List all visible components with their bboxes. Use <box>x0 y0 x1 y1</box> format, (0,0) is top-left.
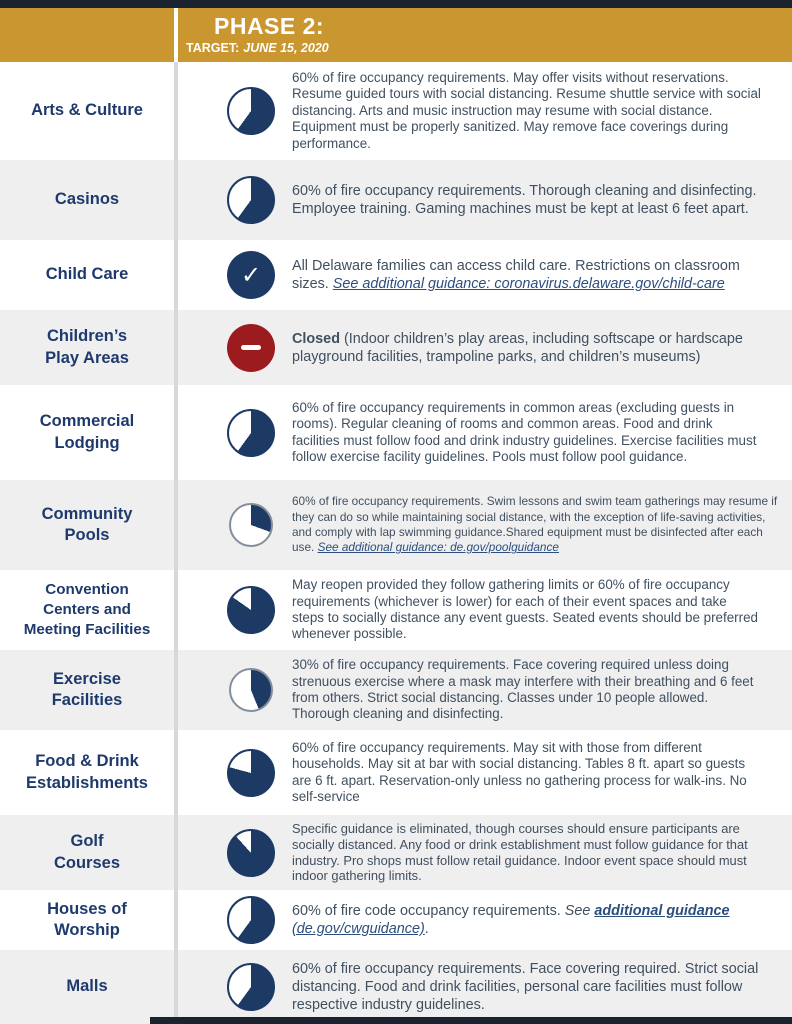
status-icon-cell <box>178 240 290 310</box>
target-date: JUNE 15, 2020 <box>243 40 329 55</box>
row-child-care <box>0 240 792 310</box>
guidance-text-segment: 60% of fire occupancy requirements. Thorough cleaning and disinfecting. Employee training. Gaming machines must be kept at least 6 feet apart. <box>292 183 757 217</box>
pie-60-percent-icon <box>227 87 275 135</box>
status-icon-cell <box>178 62 290 160</box>
category-label: Golf Courses <box>53 832 121 872</box>
guidance-link[interactable]: See additional guidance: coronavirus.delaware.gov/child-care <box>332 276 725 292</box>
status-icon-cell <box>178 890 290 950</box>
guidance-text <box>290 815 792 890</box>
pie-88-percent-icon <box>227 829 275 877</box>
status-icon-cell <box>178 160 290 240</box>
category-label: Commercial Lodging <box>39 412 135 452</box>
category-label: Food & Drink Establishments <box>26 752 148 792</box>
no-entry-icon <box>227 324 275 372</box>
row-casinos <box>0 160 792 240</box>
guidance-text <box>290 890 792 950</box>
guidance-text <box>290 480 792 570</box>
header-content <box>178 8 792 62</box>
phase-title: PHASE 2: <box>214 13 325 40</box>
top-navy-strip <box>0 0 792 8</box>
guidance-text <box>290 240 792 310</box>
status-icon-cell <box>178 815 290 890</box>
pie-60-percent-icon <box>227 176 275 224</box>
category-label: Exercise Facilities <box>51 669 123 709</box>
row-golf-courses <box>0 815 792 890</box>
status-icon-cell <box>178 570 290 650</box>
category-label: Casinos <box>54 190 120 209</box>
guidance-link[interactable]: See additional guidance: de.gov/poolguidance <box>317 540 559 555</box>
category-label: Convention Centers and Meeting Facilities <box>23 581 151 638</box>
row-malls <box>0 950 792 1024</box>
status-icon-cell <box>178 385 290 480</box>
target-label: TARGET: <box>186 40 240 55</box>
row-arts-culture <box>0 62 792 160</box>
category-label: Child Care <box>45 265 129 284</box>
minus-bar <box>241 345 261 350</box>
guidance-text <box>290 62 792 160</box>
category-label: Community Pools <box>41 504 133 544</box>
bottom-navy-strip <box>150 1017 792 1024</box>
guidance-text-segment: All Delaware families can access child care. Restrictions on classroom sizes. <box>292 258 740 292</box>
row-children-s-play-areas <box>0 310 792 385</box>
guidance-text <box>290 650 792 730</box>
pie-60-percent-icon <box>227 896 275 944</box>
phase-header <box>0 8 792 62</box>
status-icon-cell <box>178 730 290 815</box>
guidance-text-segment: 60% of fire occupancy requirements. May sit with those from different households. May sit at bar with social distancing. Tables 8 ft. apart so guests are 6 ft. apart. Reservation-only unless no gathering process for walk-ins. No self-service <box>292 739 747 804</box>
pie-75-percent-icon <box>227 749 275 797</box>
guidance-link[interactable]: additional guidance <box>594 903 730 919</box>
guidance-text-segment: 60% of fire occupancy requirements. May offer visits without reservations. Resume guided tours with social distancing. Resume shuttle service with social distancing. Arts and music instruction may resume with social distance. Equipment must be properly sanitized. May remove face coverings during performance. <box>292 70 761 151</box>
category-label: Houses of Worship <box>47 899 127 939</box>
check-icon: ✓ <box>227 251 275 299</box>
guidance-text-segment: 60% of fire code occupancy requirements. <box>292 903 565 919</box>
status-icon-cell <box>178 950 290 1024</box>
category-label: Arts & Culture <box>31 101 143 120</box>
guidance-text <box>290 310 792 385</box>
guidance-text <box>290 950 792 1024</box>
target-line <box>186 42 792 56</box>
pie-60-percent-icon <box>227 963 275 1011</box>
row-convention-centers-and-meeting-facilities <box>0 570 792 650</box>
guidance-text <box>290 730 792 815</box>
guidance-text-segment: . <box>424 921 429 937</box>
header-left-spacer <box>0 8 174 62</box>
pie-85-percent-icon <box>227 586 275 634</box>
guidance-text-segment: See <box>564 903 595 919</box>
guidance-text <box>290 570 792 650</box>
status-icon-cell <box>178 310 290 385</box>
category-label: Children’s Play Areas <box>45 327 129 367</box>
pie-45-percent-icon <box>229 668 273 712</box>
pie-60-percent-icon <box>227 409 275 457</box>
guidance-text-segment: Closed <box>292 330 340 347</box>
guidance-text-segment: 60% of fire occupancy requirements. Swim lessons and swim team gatherings may resume if they can do so while maintaining social distance, with the exception of life-saving activities, and comply with lap swimming guidance.Shared equipment must be disinfected after each use. <box>292 494 778 555</box>
guidance-text <box>290 160 792 240</box>
status-icon-cell <box>178 650 290 730</box>
row-food-drink-establishments <box>0 730 792 815</box>
category-label: Malls <box>66 977 108 996</box>
guidance-text-segment: 60% of fire occupancy requirements in common areas (excluding guests in rooms). Regular cleaning of rooms and common areas. Food and drink facilities must follow food and drink industry guidelines. Exercise facilities must follow exercise facility guidelines. Pools must follow pool guidance. <box>292 399 757 464</box>
pie-30-percent-icon <box>229 503 273 547</box>
row-houses-of-worship <box>0 890 792 950</box>
status-icon-cell <box>178 480 290 570</box>
guidance-text-segment: Specific guidance is eliminated, though courses should ensure participants are socially distanced. Any food or drink establishment must follow guidance for that industry. Pro shops must follow retail guidance. Indoor event space should must indoor gathering limits. <box>292 821 748 884</box>
row-exercise-facilities <box>0 650 792 730</box>
row-commercial-lodging <box>0 385 792 480</box>
guidance-text-segment: (Indoor children’s play areas, including softscape or hardscape playground facilities, trampoline parks, and children’s museums) <box>292 330 743 365</box>
guidance-text <box>290 385 792 480</box>
guidance-text-segment: 60% of fire occupancy requirements. Face covering required. Strict social distancing. Food and drink facilities, personal care facilities must follow respective industry guidelines. <box>292 961 759 1013</box>
guidance-link[interactable]: (de.gov/cwguidance) <box>292 921 425 937</box>
guidance-text-segment: 30% of fire occupancy requirements. Face covering required unless doing strenuous exercise where a mask may interfere with their breathing and 6 feet from others. Strict social distancing. Classes under 10 people allowed. Thorough cleaning and disinfecting. <box>292 657 754 722</box>
row-community-pools <box>0 480 792 570</box>
rows <box>0 62 792 1024</box>
guidance-text-segment: May reopen provided they follow gathering limits or 60% of fire occupancy requirements (whichever is lower) for each of their event spaces and take steps to socially distance any event guests. Seated events should be preferred whenever possible. <box>292 577 758 642</box>
